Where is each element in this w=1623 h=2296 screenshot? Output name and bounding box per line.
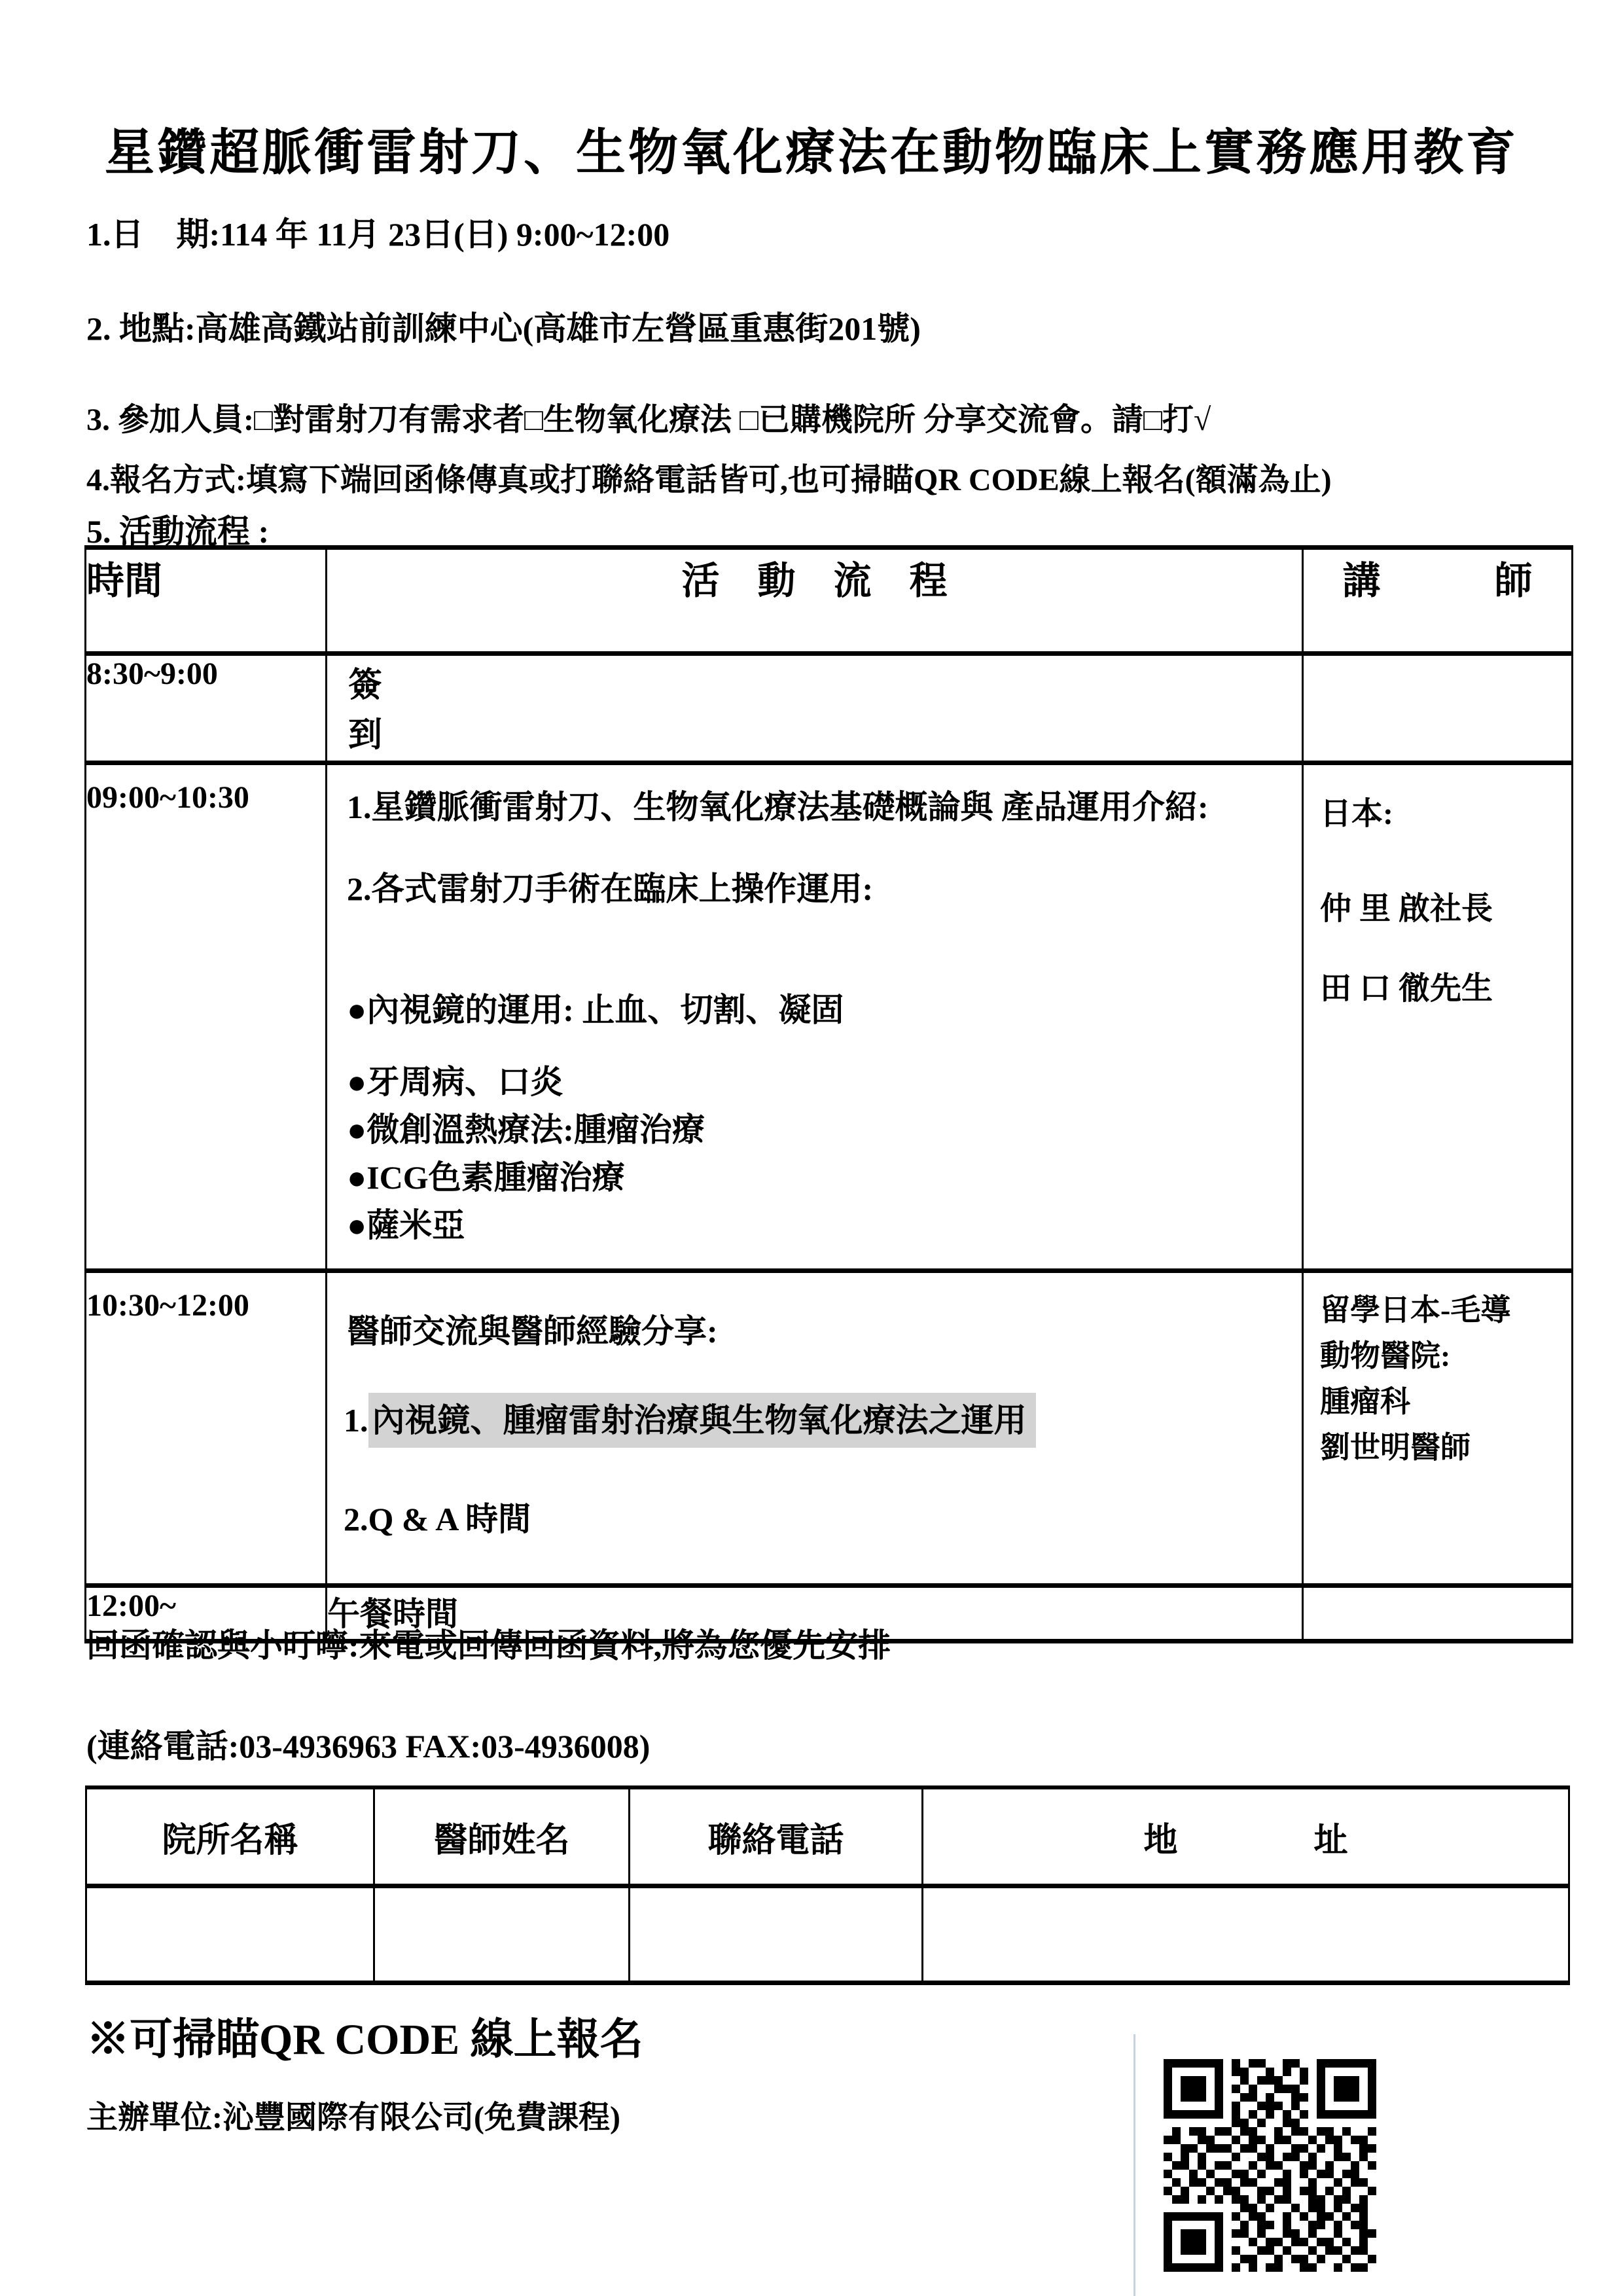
organizer-line: 主辦單位:沁豐國際有限公司(免費課程) — [86, 2100, 620, 2135]
signin-time: 8:30~9:00 — [86, 654, 327, 763]
qr-code — [1164, 2059, 1376, 2272]
lunch-time: 12:00~ — [86, 1586, 327, 1641]
sharing-item-1-highlighted-text: 內視鏡、腫瘤雷射治療與生物氧化療法之運用 — [368, 1393, 1036, 1448]
schedule-row-signin — [86, 654, 1573, 763]
morning-time: 09:00~10:30 — [86, 763, 327, 1271]
reply-cell-address — [923, 1886, 1569, 1983]
speaker-hospital-line-1: 留學日本-毛導 — [1320, 1293, 1511, 1327]
reply-cell-doctor — [374, 1886, 630, 1983]
sharing-heading: 醫師交流與醫師經驗分享: — [347, 1313, 718, 1350]
reply-cell-phone — [630, 1886, 923, 1983]
sharing-item-2-qa: 2.Q & A 時間 — [344, 1501, 531, 1537]
speaker-country: 日本: — [1320, 797, 1393, 831]
signin-content — [327, 654, 1303, 763]
speaker-taguchi: 田 口 徹先生 — [1320, 971, 1493, 1006]
reply-header-address: 地 址 — [923, 1787, 1569, 1886]
info-registration: 4.報名方式:填寫下端回函條傳真或打聯絡電話皆可,也可掃瞄QR CODE線上報名(額滿為止) — [86, 463, 1332, 497]
morning-speaker — [1303, 763, 1573, 1271]
lunch-content: 午餐時間 — [327, 1586, 1303, 1641]
speaker-liu: 劉世明醫師 — [1320, 1431, 1471, 1464]
reply-cell-clinic — [86, 1886, 374, 1983]
reply-header-doctor: 醫師姓名 — [374, 1787, 630, 1886]
sharing-item-1 — [344, 1403, 1302, 1437]
reply-header-clinic: 院所名稱 — [86, 1787, 374, 1886]
sharing-content — [327, 1271, 1303, 1586]
morning-bullet-icg: ●ICG色素腫瘤治療 — [347, 1159, 625, 1196]
morning-bullet-endoscope: ●內視鏡的運用: 止血、切割、凝固 — [347, 992, 844, 1028]
sharing-time: 10:30~12:00 — [86, 1271, 327, 1586]
signin-speaker-empty — [1303, 654, 1573, 763]
schedule-header-row — [86, 548, 1573, 654]
page-title: 星鑽超脈衝雷射刀、生物氧化療法在動物臨床上實務應用教育 — [105, 126, 1518, 181]
speaker-hospital-line-2: 動物醫院: — [1320, 1339, 1451, 1372]
schedule-table — [84, 545, 1573, 1643]
sharing-speaker — [1303, 1271, 1573, 1586]
schedule-row-sharing — [86, 1271, 1573, 1586]
header-program: 活 動 流 程 — [327, 548, 1303, 654]
faint-divider-line — [1133, 2034, 1135, 2296]
speaker-hospital-line-3: 腫瘤科 — [1320, 1385, 1410, 1418]
reply-form-table — [85, 1785, 1570, 1985]
sharing-item-1-prefix: 1. — [344, 1402, 368, 1439]
morning-bullet-periodontal: ●牙周病、口炎 — [347, 1064, 563, 1100]
info-participants: 3. 參加人員:□對雷射刀有需求者□生物氧化療法 □已購機院所 分享交流會。請□打√ — [86, 403, 1211, 437]
reply-header-row — [86, 1787, 1569, 1886]
info-location: 2. 地點:高雄高鐵站前訓練中心(高雄市左營區重惠街201號) — [86, 310, 921, 347]
info-agenda-label: 5. 活動流程 : — [86, 513, 270, 550]
contact-phone-fax: (連絡電話:03-4936963 FAX:03-4936008) — [86, 1728, 651, 1765]
qr-scan-note: ※可掃瞄QR CODE 線上報名 — [86, 2016, 643, 2064]
signin-line-1: 簽 — [348, 667, 383, 704]
morning-bullet-samia: ●薩米亞 — [347, 1207, 465, 1244]
schedule-row-morning — [86, 763, 1573, 1271]
header-speaker: 講 師 — [1303, 548, 1573, 654]
reply-header-phone: 聯絡電話 — [630, 1787, 923, 1886]
info-date: 1.日 期:114 年 11月 23日(日) 9:00~12:00 — [86, 216, 670, 253]
morning-point-1: 1.星鑽脈衝雷射刀、生物氧化療法基礎概論與 產品運用介紹: — [347, 789, 1209, 825]
header-time: 時間 — [86, 548, 327, 654]
signin-line-2: 到 — [348, 717, 383, 754]
morning-point-2: 2.各式雷射刀手術在臨床上操作運用: — [347, 870, 874, 907]
speaker-nakazato: 仲 里 啟社長 — [1320, 891, 1493, 926]
morning-bullet-thermal: ●微創溫熱療法:腫瘤治療 — [347, 1111, 705, 1148]
morning-content — [327, 763, 1303, 1271]
lunch-speaker-empty — [1303, 1586, 1573, 1641]
reply-input-row — [86, 1886, 1569, 1983]
reply-note: 回函確認與小叮嚀:來電或回傳回函資料,將為您優先安排 — [86, 1627, 891, 1664]
